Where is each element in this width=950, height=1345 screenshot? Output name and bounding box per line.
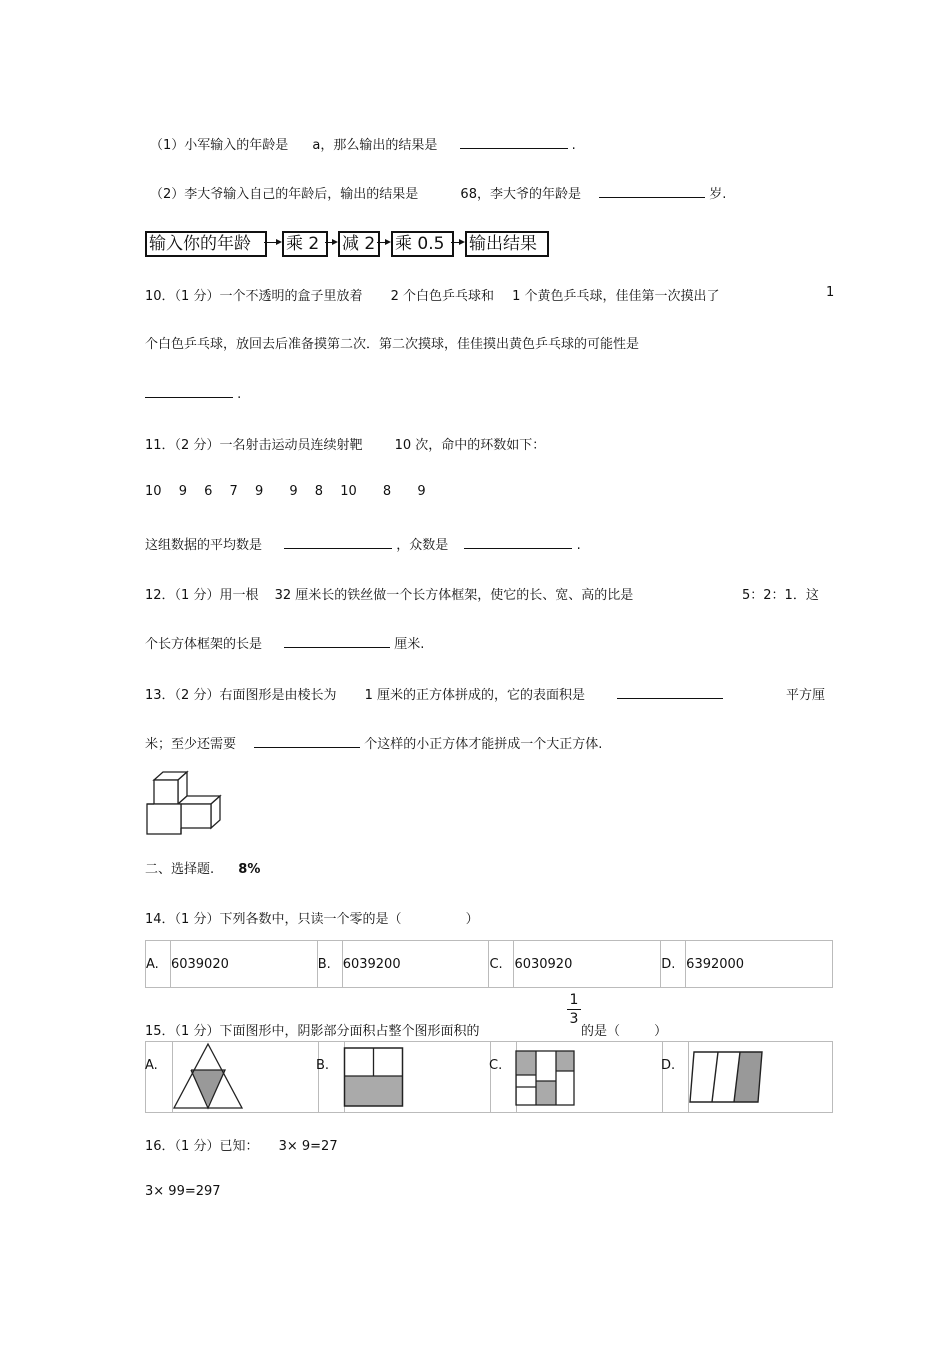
section-heading [145,858,260,877]
q10-stem: 10．（1 分）一个不透明的盒子里放着 [145,289,363,304]
option-label-cell [146,1042,173,1112]
option-c-grid-figure[interactable] [514,1049,576,1107]
q14-options [145,940,833,988]
q13-text: 1 厘米的正方体拼成的，它的表面积是 [364,688,585,703]
q14-text: 14．（1 分）下列各数中，只读一个零的是（ [145,912,402,927]
q10-line3 [145,383,241,402]
score: 10 [145,484,162,499]
q11-text: ，众数是 [396,538,449,553]
option-label-cell [490,1042,517,1112]
option-b[interactable]: 6039200 [342,941,489,988]
q16-line1 [145,1135,338,1154]
answer-blank[interactable] [460,134,568,149]
score: 9 [289,484,298,499]
sub2-num: 68，李大爷的年龄是 [460,187,581,202]
sub-question-2 [150,183,726,202]
q11-stem: 11．（2 分）一名射击运动员连续射靶 [145,438,363,453]
section-percent: 8% [238,862,261,877]
score: 6 [204,484,213,499]
q13-text: 个这样的小正方体才能拼成一个大正方体. [364,737,603,752]
fraction-denominator: 3 [569,1011,579,1027]
q16-line2: 3× 99=297 [145,1184,221,1199]
sub1-var: a，那么输出的结果是 [312,138,438,153]
option-label: D. [661,941,686,988]
q13-unit: 平方厘 [786,688,826,703]
q13-text: 米；至少还需要 [145,737,237,752]
score: 9 [417,484,426,499]
q14-close: ） [465,912,479,927]
answer-blank[interactable] [617,684,723,699]
cube-stack-figure [144,770,224,838]
q15-stem [145,1020,479,1039]
q16-equation: 3× 9=27 [278,1139,338,1154]
q13-stem: 13．（2 分）右面图形是由棱长为 [145,688,337,703]
q12-line2 [145,633,424,652]
score: 10 [340,484,357,499]
score: 8 [382,484,392,499]
flow-box-multiply-2: 乘 2 [282,231,328,257]
fraction-numerator: 1 [569,992,579,1008]
flow-box-subtract-2: 减 2 [338,231,380,257]
flow-arrow [377,242,389,243]
q11-text: 10 次，命中的环数如下： [394,438,546,453]
q12-text: 个长方体框架的长是 [145,637,263,652]
q11-scores [145,484,426,499]
q10-end: . [237,387,242,402]
option-label: B. [317,941,342,988]
q10-text: 2 个白色乒乓球和 [390,289,494,304]
score: 7 [229,484,238,499]
flow-box-output: 输出结果 [465,231,549,257]
answer-blank[interactable] [599,183,705,198]
option-a-triangle-figure[interactable] [172,1042,244,1112]
q12-ratio: 5：2：1．这 [742,588,819,603]
q12-stem: 12．（1 分）用一根 [145,588,259,603]
q11-end: . [576,538,581,553]
q10-trailing: 1 [826,285,835,300]
sub2-text: （2）李大爷输入自己的年龄后，输出的结果是 [150,187,419,202]
q13-line1 [145,684,723,703]
option-label: C. [489,1058,503,1073]
q11-line3 [145,534,581,553]
q11-text: 这组数据的平均数是 [145,538,263,553]
q14-stem [145,908,479,927]
flow-box-multiply-half: 乘 0.5 [391,231,454,257]
q10-line1 [145,285,720,304]
sub-question-1 [150,134,576,153]
answer-blank[interactable] [284,534,392,549]
sub2-end: 岁. [709,187,727,202]
flow-arrow [451,242,463,243]
fraction-bar [567,1009,581,1010]
option-label: A. [146,941,171,988]
q13-line2 [145,733,602,752]
q16-stem: 16．（1 分）已知： [145,1139,259,1154]
section-title: 二、选择题. [145,862,215,877]
option-label: C. [489,941,514,988]
score: 9 [254,484,264,499]
option-b-square-figure[interactable] [343,1046,405,1110]
flow-arrow [325,242,336,243]
option-label: D. [661,1058,676,1073]
sub1-end: . [571,138,576,153]
option-label-cell [318,1042,345,1112]
fraction-one-third [567,992,581,1027]
answer-blank[interactable] [145,383,233,398]
q12-text: 32 厘米长的铁丝做一个长方体框架，使它的长、宽、高的比是 [274,588,634,603]
q10-line2: 个白色乒乓球，放回去后准备摸第二次．第二次摸球，佳佳摸出黄色乒乓球的可能性是 [145,337,640,352]
option-c[interactable]: 6030920 [514,941,661,988]
q15-text: 15．（1 分）下面图形中，阴影部分面积占整个图形面积的 [145,1024,480,1039]
option-label: A. [145,1058,158,1073]
answer-blank[interactable] [284,633,390,648]
option-d-parallelogram-figure[interactable] [688,1050,766,1106]
option-d[interactable]: 6392000 [686,941,833,988]
flow-arrow [264,242,280,243]
q12-end: 厘米. [394,637,425,652]
option-label-cell [662,1042,689,1112]
q15-close: ） [654,1024,668,1039]
option-label: B. [316,1058,330,1073]
q11-line1 [145,434,545,453]
q15-text: 的是（ [581,1024,621,1039]
q12-line1 [145,584,633,603]
answer-blank[interactable] [464,534,572,549]
flow-box-input: 输入你的年龄 [145,231,267,257]
q10-text: 1 个黄色乒乓球，佳佳第一次摸出了 [512,289,720,304]
score: 9 [178,484,187,499]
q15-tail [581,1020,667,1039]
score: 8 [314,484,324,499]
sub1-text: （1）小军输入的年龄是 [150,138,289,153]
answer-blank[interactable] [254,733,360,748]
option-a[interactable]: 6039020 [170,941,317,988]
